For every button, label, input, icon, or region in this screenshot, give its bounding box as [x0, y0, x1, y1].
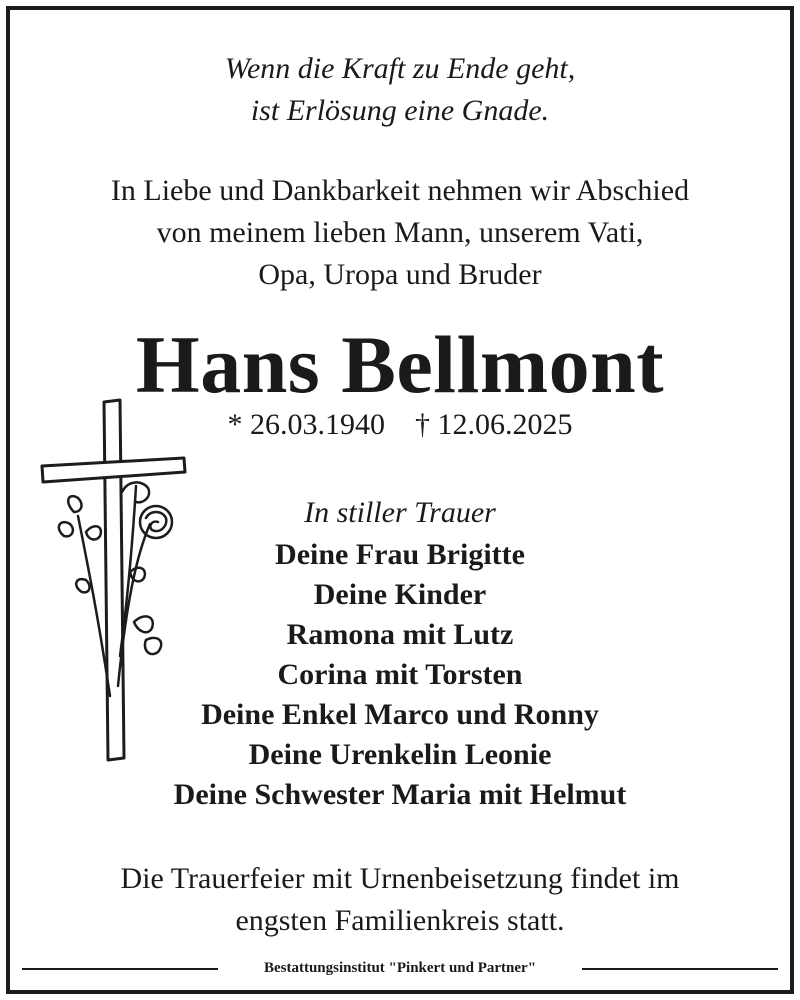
mourner-line: Deine Frau Brigitte: [275, 538, 525, 571]
motto-line-1: Wenn die Kraft zu Ende geht,: [224, 52, 576, 85]
mourner-line: Deine Urenkelin Leonie: [248, 738, 552, 771]
birth-date: * 26.03.1940: [227, 408, 385, 441]
death-date: † 12.06.2025: [415, 408, 573, 441]
mourner-line: Deine Schwester Maria mit Helmut: [173, 778, 627, 811]
undertaker-credit: Bestattungsinstitut "Pinkert und Partner": [263, 960, 537, 976]
intro-line-3: Opa, Uropa und Bruder: [258, 258, 542, 291]
mourner-line: Ramona mit Lutz: [286, 618, 514, 651]
motto-line-2: ist Erlösung eine Gnade.: [250, 94, 550, 127]
ceremony-line-2: engsten Familienkreis statt.: [235, 904, 565, 937]
deceased-name: Hans Bellmont: [135, 319, 665, 410]
mourners-heading: In stiller Trauer: [304, 496, 496, 529]
mourner-line: Deine Kinder: [313, 578, 487, 611]
intro-line-2: von meinem lieben Mann, unserem Vati,: [156, 216, 644, 249]
ceremony-line-1: Die Trauerfeier mit Urnenbeisetzung findet im: [120, 862, 680, 895]
mourner-line: Deine Enkel Marco und Ronny: [201, 698, 599, 731]
mourner-line: Corina mit Torsten: [277, 658, 523, 691]
intro-line-1: In Liebe und Dankbarkeit nehmen wir Abschied: [110, 174, 690, 207]
